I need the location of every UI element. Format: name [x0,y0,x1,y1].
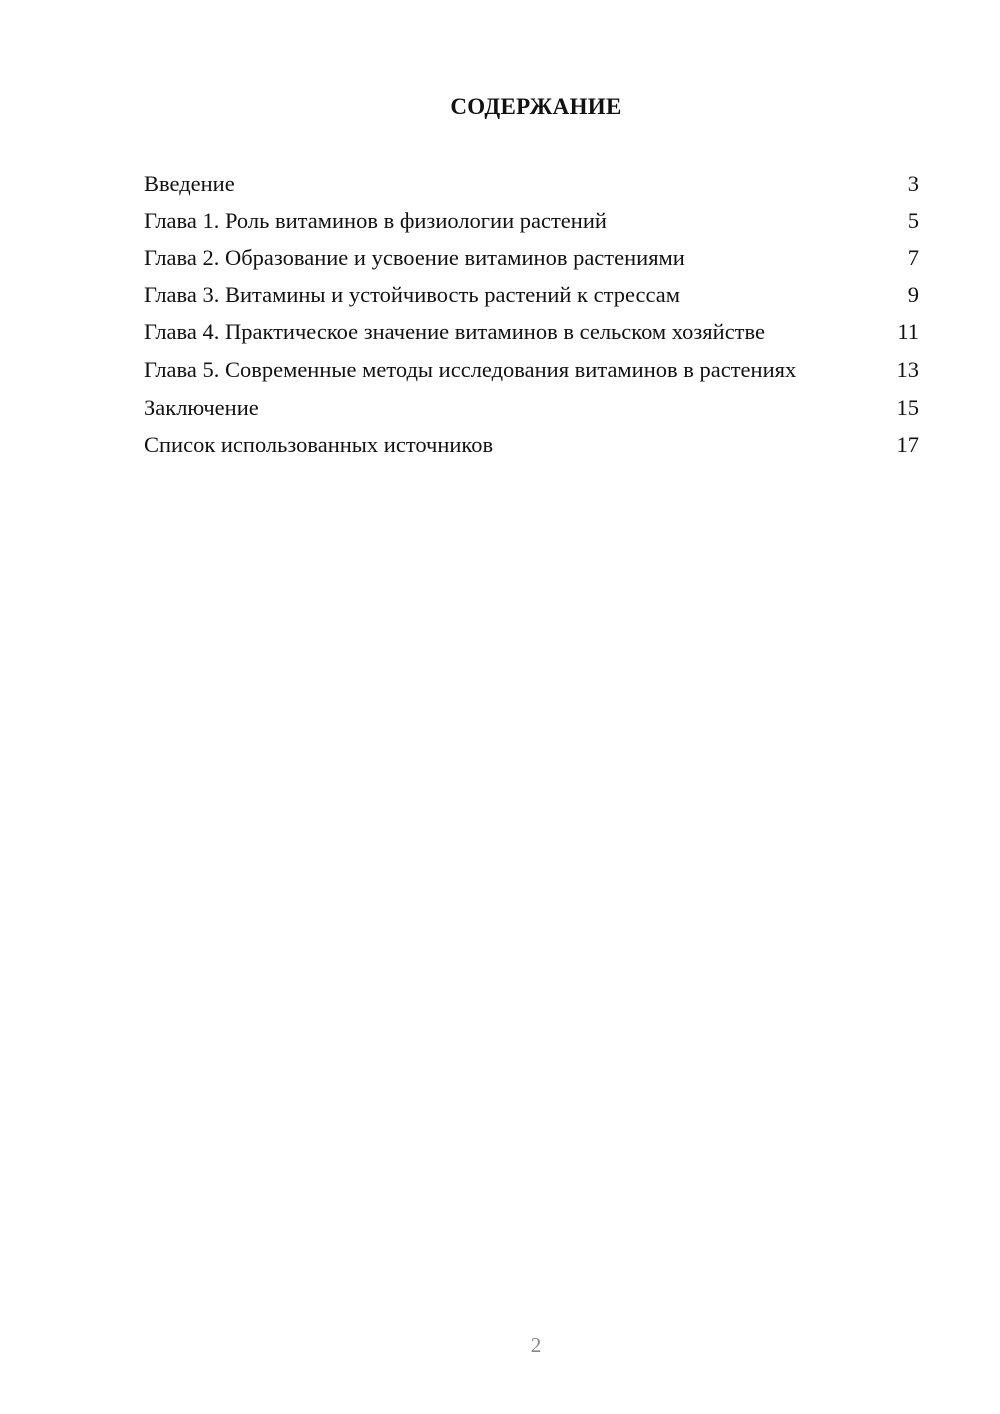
toc-title: СОДЕРЖАНИЕ [450,94,622,119]
toc-entry-text: Список использованных источников [144,432,494,457]
toc-entry-chapter-3 [144,281,919,308]
toc-entry-chapter-4 [144,318,919,345]
toc-entry-text: Глава 2. Образование и усвоение витаминов растениями [144,245,685,270]
toc-entry-page: 5 [907,208,919,233]
toc-entry-conclusion [144,394,919,421]
toc-entry-text: Глава 1. Роль витаминов в физиологии растений [144,208,607,233]
toc-entry-page: 17 [896,432,919,457]
toc-entry-chapter-2 [144,244,919,271]
toc-entry-page: 7 [907,245,919,270]
toc-entry-page: 13 [896,357,919,382]
toc-entry-page: 11 [897,319,919,344]
toc-entry-chapter-1 [144,207,919,234]
toc-entry-page: 15 [896,395,919,420]
toc-entry-text: Глава 3. Витамины и устойчивость растений к стрессам [144,282,680,307]
toc-entry-text: Глава 4. Практическое значение витаминов в сельском хозяйстве [144,319,765,344]
toc-entry-page: 9 [907,282,919,307]
page-number: 2 [530,1333,542,1357]
toc-entry-chapter-5 [144,356,919,383]
toc-entry-page: 3 [907,171,919,196]
toc-entry-text: Введение [144,171,235,196]
toc-entry-text: Глава 5. Современные методы исследования витаминов в растениях [144,357,797,382]
toc-entry-text: Заключение [144,395,259,420]
toc-entry-references [144,431,919,458]
table-of-contents [144,170,919,468]
toc-entry-introduction [144,170,919,197]
